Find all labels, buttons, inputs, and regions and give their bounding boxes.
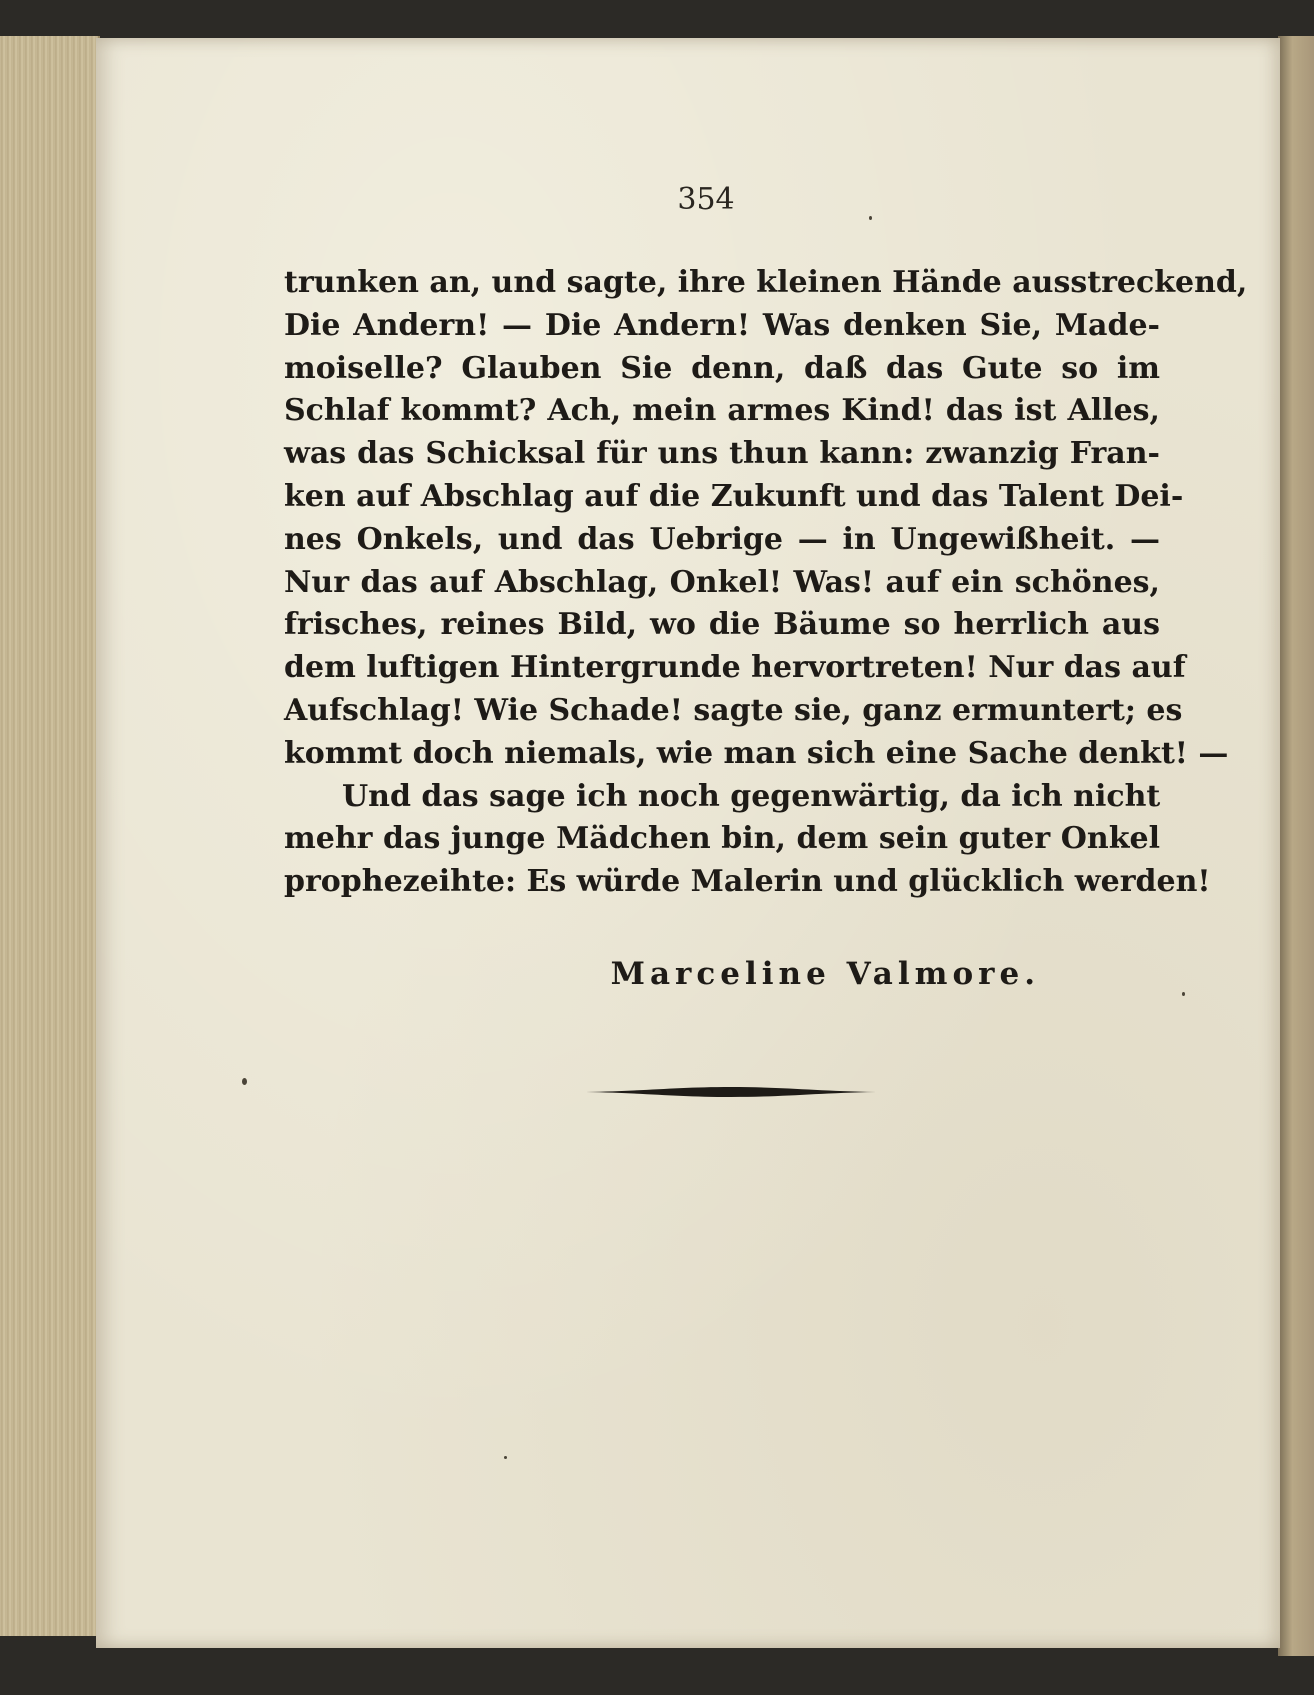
paper-speck xyxy=(1182,992,1185,996)
text-line: Schlaf kommt? Ach, mein armes Kind! das ist Alles, xyxy=(284,393,1160,429)
text-line: Aufschlag! Wie Schade! sagte sie, ganz ermuntert; es xyxy=(284,692,1183,728)
text-line: trunken an, und sagte, ihre kleinen Hände ausstreckend, xyxy=(284,265,1248,300)
author-signature: Marceline Valmore. xyxy=(610,956,1040,992)
text-line: Nur das auf Abschlag, Onkel! Was! auf ein schönes, xyxy=(284,564,1160,600)
end-ornament-rule xyxy=(586,1082,876,1102)
text-line: prophezeihte: Es würde Malerin und glücklich werden! xyxy=(284,864,1211,900)
text-line: frisches, reines Bild, wo die Bäume so herrlich aus xyxy=(284,607,1160,643)
book-page xyxy=(96,38,1280,1648)
page-edges xyxy=(0,36,100,1636)
text-line: moiselle? Glauben Sie denn, daß das Gute so im xyxy=(284,350,1160,386)
page-number: 354 xyxy=(677,182,735,217)
text-line: dem luftigen Hintergrunde hervortreten! Nur das auf xyxy=(284,650,1186,686)
text-line: nes Onkels, und das Uebrige — in Ungewißheit. — xyxy=(284,521,1160,557)
text-line: was das Schicksal für uns thun kann: zwanzig Fran- xyxy=(284,436,1160,472)
text-line: kommt doch niemals, wie man sich eine Sache denkt! — xyxy=(284,735,1229,771)
body-text xyxy=(284,262,1248,904)
text-line: mehr das junge Mädchen bin, dem sein guter Onkel xyxy=(284,821,1160,857)
paper-speck xyxy=(242,1078,247,1085)
binding-edge xyxy=(1278,36,1314,1656)
paper-speck xyxy=(869,216,872,220)
text-line: Die Andern! — Die Andern! Was denken Sie, Made- xyxy=(284,307,1160,343)
text-line: ken auf Abschlag auf die Zukunft und das Talent Dei- xyxy=(284,478,1184,514)
text-line: Und das sage ich noch gegenwärtig, da ich nicht xyxy=(342,778,1161,814)
paper-speck xyxy=(504,1456,507,1459)
